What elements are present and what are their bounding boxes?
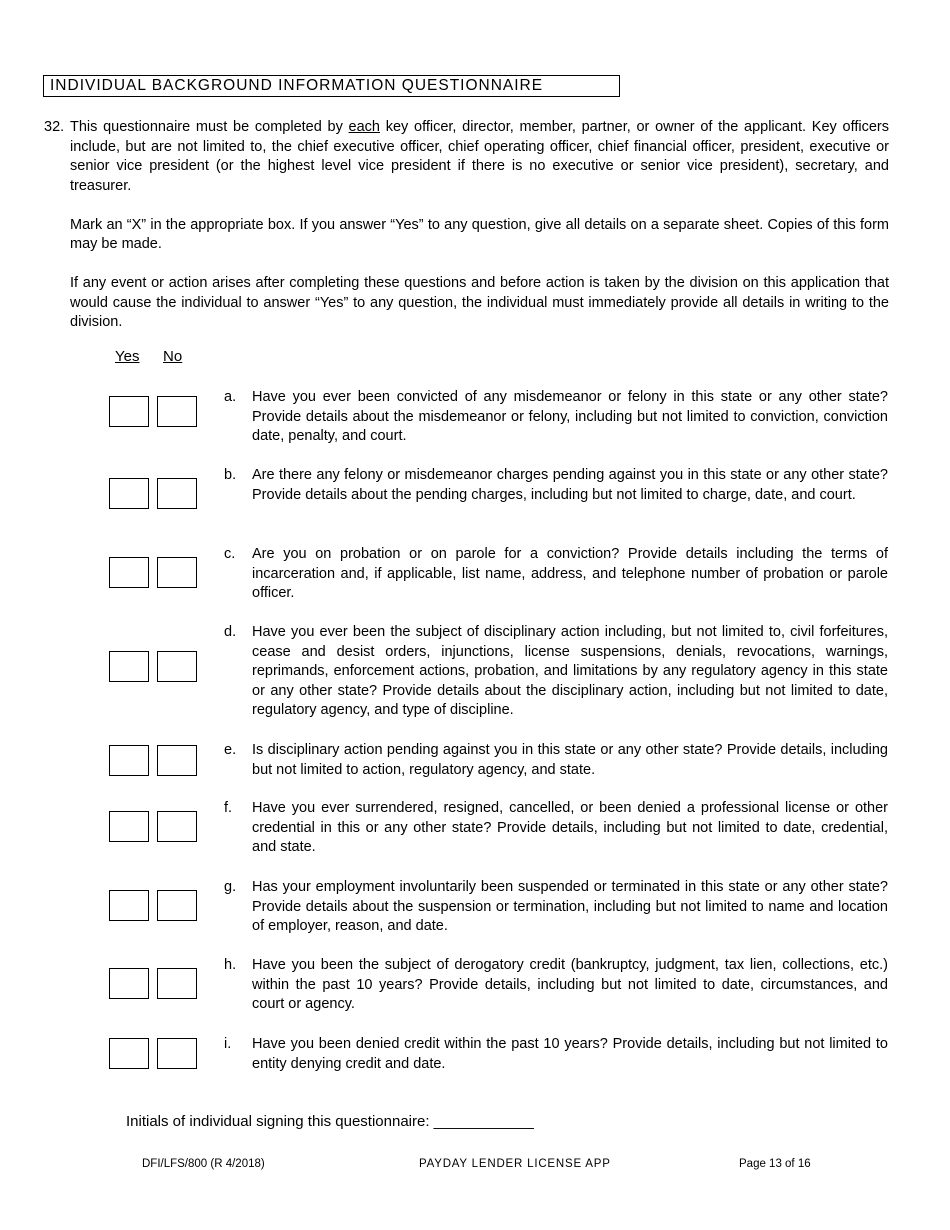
question-letter: c. — [224, 546, 236, 562]
question-g-no-checkbox[interactable] — [157, 890, 197, 921]
question-number: 32. — [44, 119, 65, 135]
question-c-yes-checkbox[interactable] — [109, 557, 149, 588]
question-text: Are there any felony or misdemeanor charges pending against you in this state or any other state? Provide details about the pending charges, including but not limited to charge, date, and court. — [252, 467, 888, 503]
question-text: Have you ever surrendered, resigned, cancelled, or been denied a professional license or other credential in this or any other state? Provide details, including but not limited to date, credential, and state. — [252, 800, 888, 855]
question-letter: f. — [224, 800, 233, 816]
question-a-no-checkbox[interactable] — [157, 396, 197, 427]
question-letter: g. — [224, 879, 237, 895]
question-text: Are you on probation or on parole for a conviction? Provide details including the terms of incarceration and, if applicable, list name, address, and telephone number of probation or parole officer. — [252, 546, 888, 601]
intro-paragraph-3: If any event or action arises after completing these questions and before action is taken by the division on this application that would cause the individual to answer “Yes” to any question, the individual must immediately provide all details in writing to the division. — [70, 275, 889, 330]
no-column-header: No — [163, 348, 183, 365]
question-text: Have you been denied credit within the past 10 years? Provide details, including but not limited to entity denying credit and date. — [252, 1036, 888, 1072]
question-b-no-checkbox[interactable] — [157, 478, 197, 509]
footer-doc-title: PAYDAY LENDER LICENSE APP — [419, 1158, 611, 1170]
question-text: Has your employment involuntarily been suspended or terminated in this state or any other state? Provide details about the suspension or termination, including but not limited to name and location of employer, reason, and date. — [252, 879, 888, 934]
question-c-no-checkbox[interactable] — [157, 557, 197, 588]
question-e-yes-checkbox[interactable] — [109, 745, 149, 776]
intro-paragraph-1: This questionnaire must be completed by each key officer, director, member, partner, or owner of the applicant. Key officers include, but are not limited to, the chief executive officer, chief operating officer, chief financial officer, president, executive or senior vice president (or the highest level vice president if there is no executive or senior vice president), secretary, and treasurer. — [70, 119, 889, 194]
intro-paragraph-2: Mark an “X” in the appropriate box. If you answer “Yes” to any question, give all details on a separate sheet. Copies of this form may be made. — [70, 216, 889, 252]
question-letter: d. — [224, 624, 237, 640]
footer-form-id: DFI/LFS/800 (R 4/2018) — [142, 1158, 265, 1170]
question-b-yes-checkbox[interactable] — [109, 478, 149, 509]
question-a-yes-checkbox[interactable] — [109, 396, 149, 427]
question-text: Is disciplinary action pending against you in this state or any other state? Provide details, including but not limited to action, regulatory agency, and state. — [252, 742, 888, 778]
question-text: Have you ever been convicted of any misdemeanor or felony in this state or any other state? Provide details about the misdemeanor or felony, including but not limited to conviction, conviction date, penalty, and court. — [252, 389, 888, 444]
question-h-yes-checkbox[interactable] — [109, 968, 149, 999]
question-letter: a. — [224, 389, 237, 405]
question-text: Have you ever been the subject of disciplinary action including, but not limited to, civil forfeitures, cease and desist orders, injunctions, license suspensions, denials, revocations, warnings, reprimands, enforcement actions, probation, and limitations by any regulatory agency in this state or any other state? Provide details about the disciplinary action, including but not limited to date, regulatory agency, and type of discipline. — [252, 624, 888, 718]
intro-section — [44, 118, 889, 352]
question-e-no-checkbox[interactable] — [157, 745, 197, 776]
question-g-yes-checkbox[interactable] — [109, 890, 149, 921]
question-letter: i. — [224, 1036, 232, 1052]
question-letter: b. — [224, 467, 237, 483]
footer-page-number: Page 13 of 16 — [739, 1158, 811, 1170]
initials-line: Initials of individual signing this questionnaire: ____________ — [126, 1113, 534, 1130]
question-h-no-checkbox[interactable] — [157, 968, 197, 999]
question-f-no-checkbox[interactable] — [157, 811, 197, 842]
question-text: Have you been the subject of derogatory credit (bankruptcy, judgment, tax lien, collections, etc.) within the past 10 years? Provide details, including but not limited to date, circumstances, and court or agency. — [252, 957, 888, 1012]
question-letter: h. — [224, 957, 237, 973]
question-letter: e. — [224, 742, 237, 758]
emphasis-each: each — [348, 119, 380, 135]
yes-column-header: Yes — [115, 348, 140, 365]
questionnaire-title: INDIVIDUAL BACKGROUND INFORMATION QUESTIONNAIRE — [43, 75, 620, 97]
question-f-yes-checkbox[interactable] — [109, 811, 149, 842]
question-i-yes-checkbox[interactable] — [109, 1038, 149, 1069]
question-i-no-checkbox[interactable] — [157, 1038, 197, 1069]
question-d-yes-checkbox[interactable] — [109, 651, 149, 682]
question-d-no-checkbox[interactable] — [157, 651, 197, 682]
